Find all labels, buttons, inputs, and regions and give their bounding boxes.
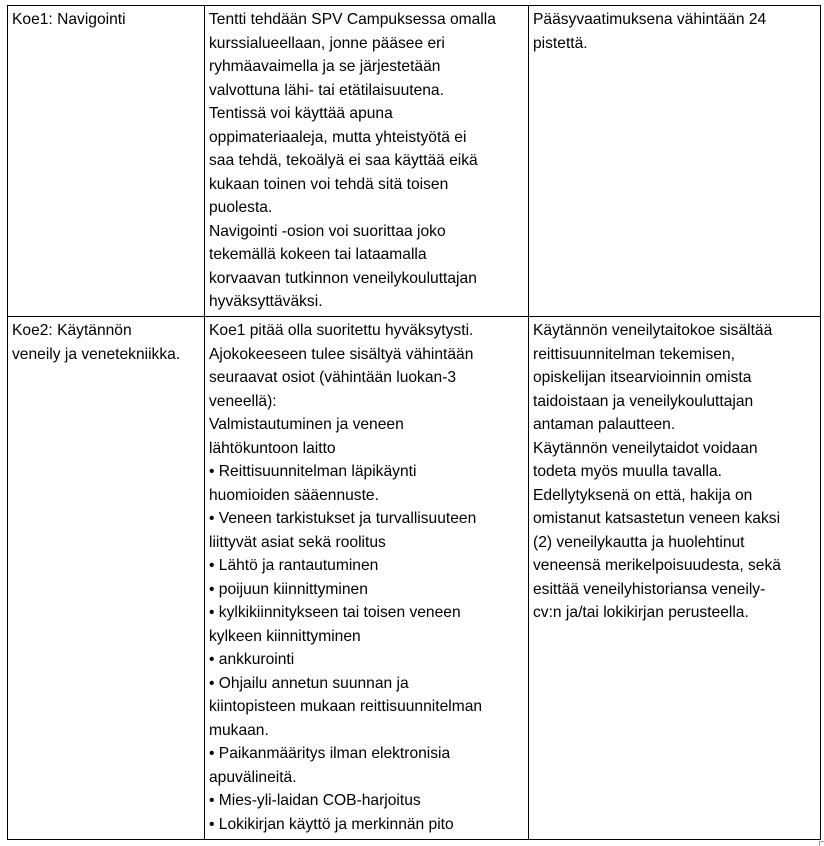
text-line: • kylkikiinnitykseen tai toisen veneen: [209, 604, 461, 621]
text-line: opiskelijan itsearvioinnin omista: [533, 369, 752, 386]
exam-title-cell: [8, 317, 205, 840]
text-line: Käytännön veneilytaidot voidaan: [533, 439, 758, 457]
exam-requirement-cell: [529, 6, 821, 317]
text-line: Tentissä voi käyttää apuna: [209, 105, 393, 122]
text-line: huomioiden sääennuste.: [209, 486, 379, 504]
text-line: oppimateriaaleja, mutta yhteistyötä ei: [209, 128, 467, 146]
text-line: Pääsyvaatimuksena vähintään 24: [533, 11, 767, 28]
text-line: • Reittisuunnitelman läpikäynti: [209, 463, 417, 480]
text-line: • Paikanmääritys ilman elektronisia: [209, 745, 451, 762]
exam-requirement-cell: [529, 317, 821, 840]
text-line: liittyvät asiat sekä roolitus: [209, 533, 386, 551]
requirements-table: [7, 5, 821, 840]
text-line: esittää veneilyhistoriansa veneily-: [533, 580, 766, 598]
text-line: • Mies-yli-laidan COB-harjoitus: [209, 792, 421, 809]
text-line: veneily ja venetekniikka.: [12, 345, 181, 363]
exam-description-cell: [205, 317, 529, 840]
text-line: antaman palautteen.: [533, 416, 676, 433]
text-line: valvottuna lähi- tai etätilaisuutena.: [209, 81, 444, 99]
text-line: Koe1: Navigointi: [12, 11, 126, 28]
text-line: taidoistaan ja veneilykouluttajan: [533, 392, 754, 410]
table-row: [8, 6, 821, 317]
text-line: korvaavan tutkinnon veneilykouluttajan: [209, 269, 477, 287]
text-line: • Lähtö ja rantautuminen: [209, 557, 379, 574]
text-line: Navigointi -osion voi suorittaa joko: [209, 222, 446, 240]
text-line: puolesta.: [209, 199, 273, 216]
text-line: tekemällä kokeen tai lataamalla: [209, 246, 427, 263]
exam-title-cell: [8, 6, 205, 317]
exam-description-cell: [205, 6, 529, 317]
text-line: kiintopisteen mukaan reittisuunnitelman: [209, 698, 483, 715]
text-line: Valmistautuminen ja veneen: [209, 416, 404, 433]
text-line: reittisuunnitelman tekemisen,: [533, 345, 735, 363]
text-line: Tentti tehdään SPV Campuksessa omalla: [209, 11, 496, 28]
text-line: • Veneen tarkistukset ja turvallisuuteen: [209, 510, 477, 527]
page-corner-mark: [819, 841, 824, 846]
text-line: lähtökuntoon laitto: [209, 439, 336, 457]
text-line: todeta myös muulla tavalla.: [533, 463, 722, 480]
text-line: saa tehdä, tekoälyä ei saa käyttää eikä: [209, 152, 478, 169]
text-line: hyväksyttäväksi.: [209, 293, 323, 310]
text-line: • Lokikirjan käyttö ja merkinnän pito: [209, 815, 454, 833]
text-line: ryhmäavaimella ja se järjestetään: [209, 58, 441, 75]
text-line: kurssialueellaan, jonne pääsee eri: [209, 34, 445, 52]
text-line: seuraavat osiot (vähintään luokan-3: [209, 369, 457, 386]
text-line: • poijuun kiinnittyminen: [209, 580, 368, 598]
table-row: [8, 317, 821, 840]
text-line: omistanut katsastetun veneen kaksi: [533, 510, 781, 527]
text-line: veneensä merikelpoisuudesta, sekä: [533, 557, 781, 574]
text-line: veneellä):: [209, 392, 277, 410]
text-line: apuvälineitä.: [209, 768, 297, 786]
text-line: pistettä.: [533, 34, 588, 52]
text-line: • ankkurointi: [209, 651, 295, 668]
text-line: Ajokokeeseen tulee sisältyä vähintään: [209, 345, 474, 363]
text-line: kukaan toinen voi tehdä sitä toisen: [209, 175, 449, 193]
text-line: Koe1 pitää olla suoritettu hyväksytysti.: [209, 322, 474, 339]
text-line: Koe2: Käytännön: [12, 322, 132, 339]
text-line: mukaan.: [209, 721, 269, 739]
text-line: Edellytyksenä on että, hakija on: [533, 486, 753, 504]
text-line: (2) veneilykautta ja huolehtinut: [533, 533, 745, 551]
text-line: Käytännön veneilytaitokoe sisältää: [533, 322, 773, 339]
text-line: • Ohjailu annetun suunnan ja: [209, 674, 409, 692]
text-line: cv:n ja/tai lokikirjan perusteella.: [533, 604, 749, 621]
text-line: kylkeen kiinnittyminen: [209, 627, 361, 645]
